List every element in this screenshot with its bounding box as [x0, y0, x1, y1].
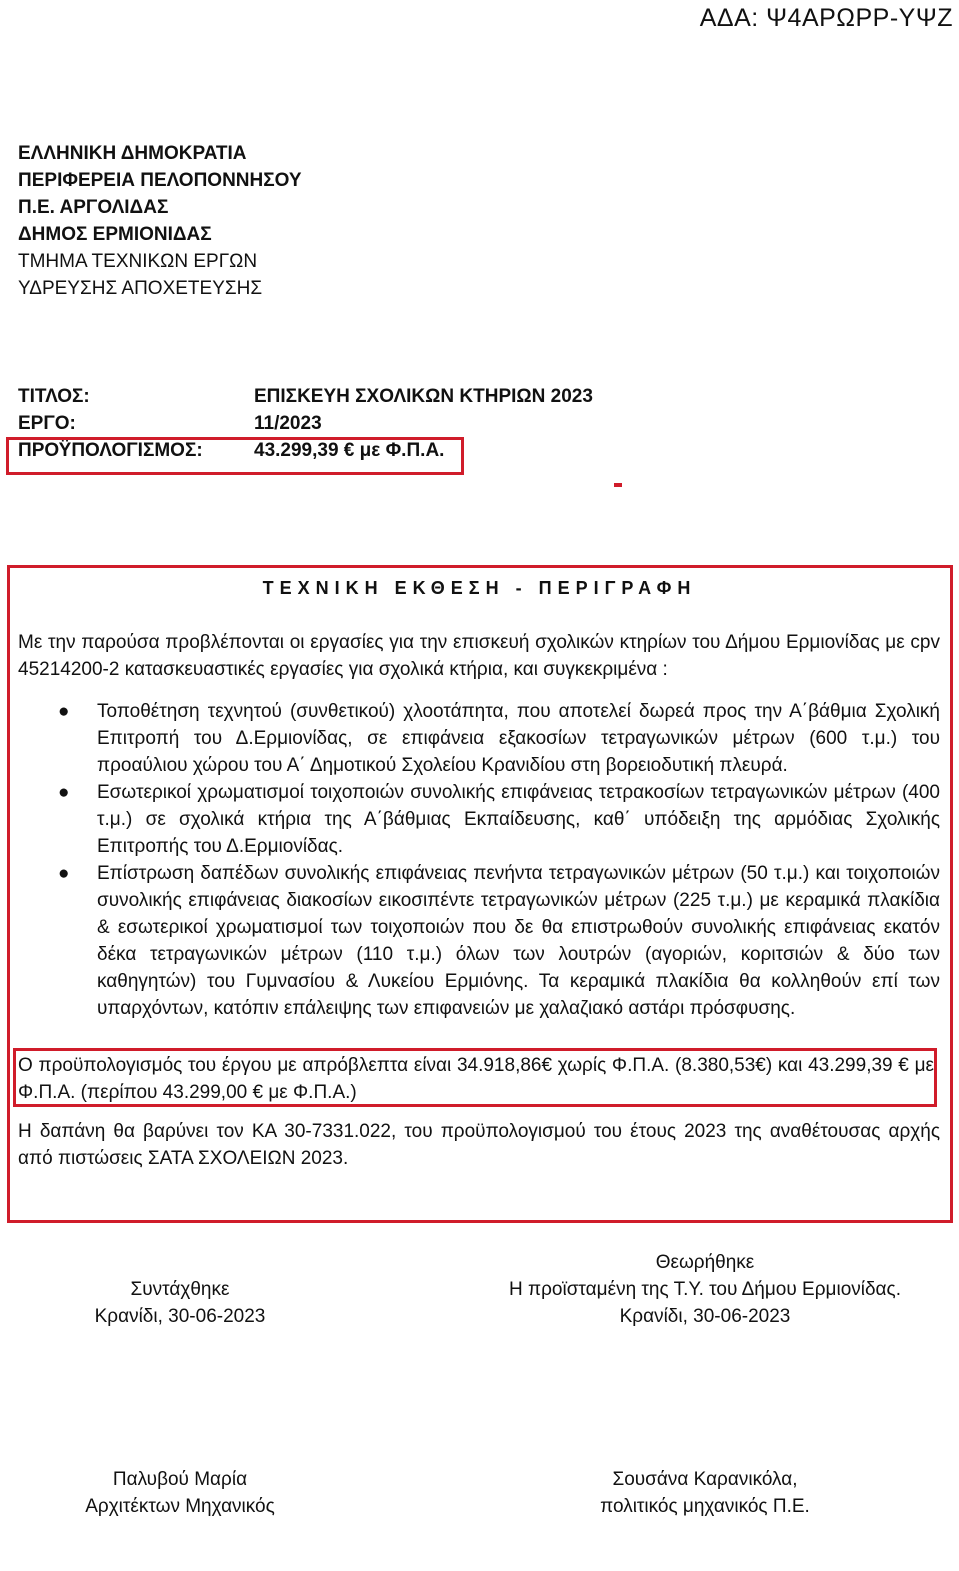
list-item-text: Τοποθέτηση τεχνητού (συνθετικού) χλοοτάπητα, που αποτελεί δωρεά προς την Α΄βάθμια Σχολική Επιτροπή του Δ.Ερμιονίδας, σε επιφάνεια εξακοσίων τετραγωνικών μέτρων (600 τ.μ.) του προαύλιου χώρου του Α΄ Δημοτικού Σχολείου Κρανιδίου στη βορειοδυτική πλευρά.: [97, 701, 940, 776]
report-heading: ΤΕΧΝΙΚΗ ΕΚΘΕΣΗ - ΠΕΡΙΓΡΑΦΗ: [262, 578, 697, 598]
meta-label: ΕΡΓΟ:: [18, 413, 76, 434]
list-item: [18, 698, 940, 779]
signatory-left: [60, 1466, 300, 1520]
meta-label: ΠΡΟΫΠΟΛΟΓΙΣΜΟΣ:: [18, 440, 203, 461]
header-line: ΥΔΡΕΥΣΗΣ ΑΠΟΧΕΤΕΥΣΗΣ: [18, 278, 263, 299]
meta-row-project: [18, 410, 593, 437]
list-item: [18, 860, 940, 1022]
signatory-position: Αρχιτέκτων Μηχανικός: [85, 1496, 275, 1517]
budget-paragraph: Ο προϋπολογισμός του έργου με απρόβλεπτα είναι 34.918,86€ χωρίς Φ.Π.Α. (8.380,53€) και 43.299,39 € με Φ.Π.Α. (περίπου 43.299,00 € με Φ.Π.Α.): [18, 1055, 934, 1103]
expense-paragraph: Η δαπάνη θα βαρύνει τον ΚΑ 30-7331.022, του προϋπολογισμού του έτους 2023 της αναθέτουσας αρχής από πιστώσεις ΣΑΤΑ ΣΧΟΛΕΙΩΝ 2023.: [18, 1121, 940, 1169]
budget-highlight-box: [6, 437, 464, 475]
ada-code: ΑΔΑ: Ψ4ΑΡΩΡΡ-ΥΨΖ: [699, 4, 953, 32]
signature-date: Κρανίδι, 30-06-2023: [619, 1306, 791, 1327]
signatory-name: Παλυβού Μαρία: [112, 1469, 248, 1490]
header-line: ΔΗΜΟΣ ΕΡΜΙΟΝΙΔΑΣ: [18, 224, 212, 245]
meta-value: ΕΠΙΣΚΕΥΗ ΣΧΟΛΙΚΩΝ ΚΤΗΡΙΩΝ 2023: [254, 386, 593, 407]
issuer-header: [18, 140, 302, 302]
signature-date: Κρανίδι, 30-06-2023: [94, 1306, 266, 1327]
signature-title: Συντάχθηκε: [130, 1279, 230, 1300]
signature-compiled: [60, 1276, 300, 1330]
bullet-icon: ●: [58, 701, 70, 722]
header-line: ΠΕΡΙΦΕΡΕΙΑ ΠΕΛΟΠΟΝΝΗΣΟΥ: [18, 170, 302, 191]
bullet-icon: ●: [58, 863, 70, 884]
works-list: [18, 698, 940, 1022]
signatory-name: Σουσάνα Καρανικόλα,: [612, 1469, 798, 1490]
bullet-icon: ●: [58, 782, 70, 803]
meta-value: 43.299,39 € με Φ.Π.Α.: [254, 440, 445, 461]
meta-row-title: [18, 383, 593, 410]
list-item-text: Εσωτερικοί χρωματισμοί τοιχοποιών συνολικής επιφάνειας τετρακοσίων τετραγωνικών μέτρων (400 τ.μ.) σε σχολικά κτήρια της Α΄βάθμιας Εκπαίδευσης, καθ΄ υπόδειξη της αρμόδιας Σχολικής Επιτροπής του Δ.Ερμιονίδας.: [97, 782, 940, 857]
red-mark: [614, 483, 622, 487]
meta-value: 11/2023: [254, 413, 322, 434]
list-item: [18, 779, 940, 860]
report-intro: Με την παρούσα προβλέπονται οι εργασίες για την επισκευή σχολικών κτηρίων του Δήμου Ερμιονίδας με cpv 45214200-2 κατασκευαστικές εργασίες για σχολικά κτήρια, και συγκεκριμένα :: [18, 632, 940, 680]
signature-title: Θεωρήθηκε: [655, 1252, 755, 1273]
signature-reviewed: [470, 1249, 940, 1330]
signatory-right: [540, 1466, 870, 1520]
list-item-text: Επίστρωση δαπέδων συνολικής επιφάνειας πενήντα τετραγωνικών μέτρων (50 τ.μ.) και τοιχοποιών συνολικής επιφάνειας διακοσίων εικοσιπέντε τετραγωνικών μέτρων (225 τ.μ.) με κεραμικά πλακίδια & εσωτερικοί χρωματισμοί των τοιχοποιών που δε θα επιστρωθούν συνολικής επιφάνειας εκατόν δέκα τετραγωνικών μέτρων (110 τ.μ.) όλων των λουτρών (αγοριών, κοριτσιών & δύο των καθηγητών) του Γυμνασίου & Λυκείου Ερμιόνης. Τα κεραμικά πλακίδια θα κολληθούν επί των υπαρχόντων, κατόπιν επάλειψης των επιφανειών με χαλαζιακό αστάρι πρόσφυσης.: [97, 863, 940, 1019]
header-line: ΕΛΛΗΝΙΚΗ ΔΗΜΟΚΡΑΤΙΑ: [18, 143, 247, 164]
header-line: Π.Ε. ΑΡΓΟΛΙΔΑΣ: [18, 197, 169, 218]
header-line: ΤΜΗΜΑ ΤΕΧΝΙΚΩΝ ΕΡΓΩΝ: [18, 251, 258, 272]
signatory-position: πολιτικός μηχανικός Π.Ε.: [600, 1496, 810, 1517]
meta-label: ΤΙΤΛΟΣ:: [18, 386, 90, 407]
signature-role: Η προϊσταμένη της Τ.Υ. του Δήμου Ερμιονίδας.: [509, 1279, 901, 1300]
